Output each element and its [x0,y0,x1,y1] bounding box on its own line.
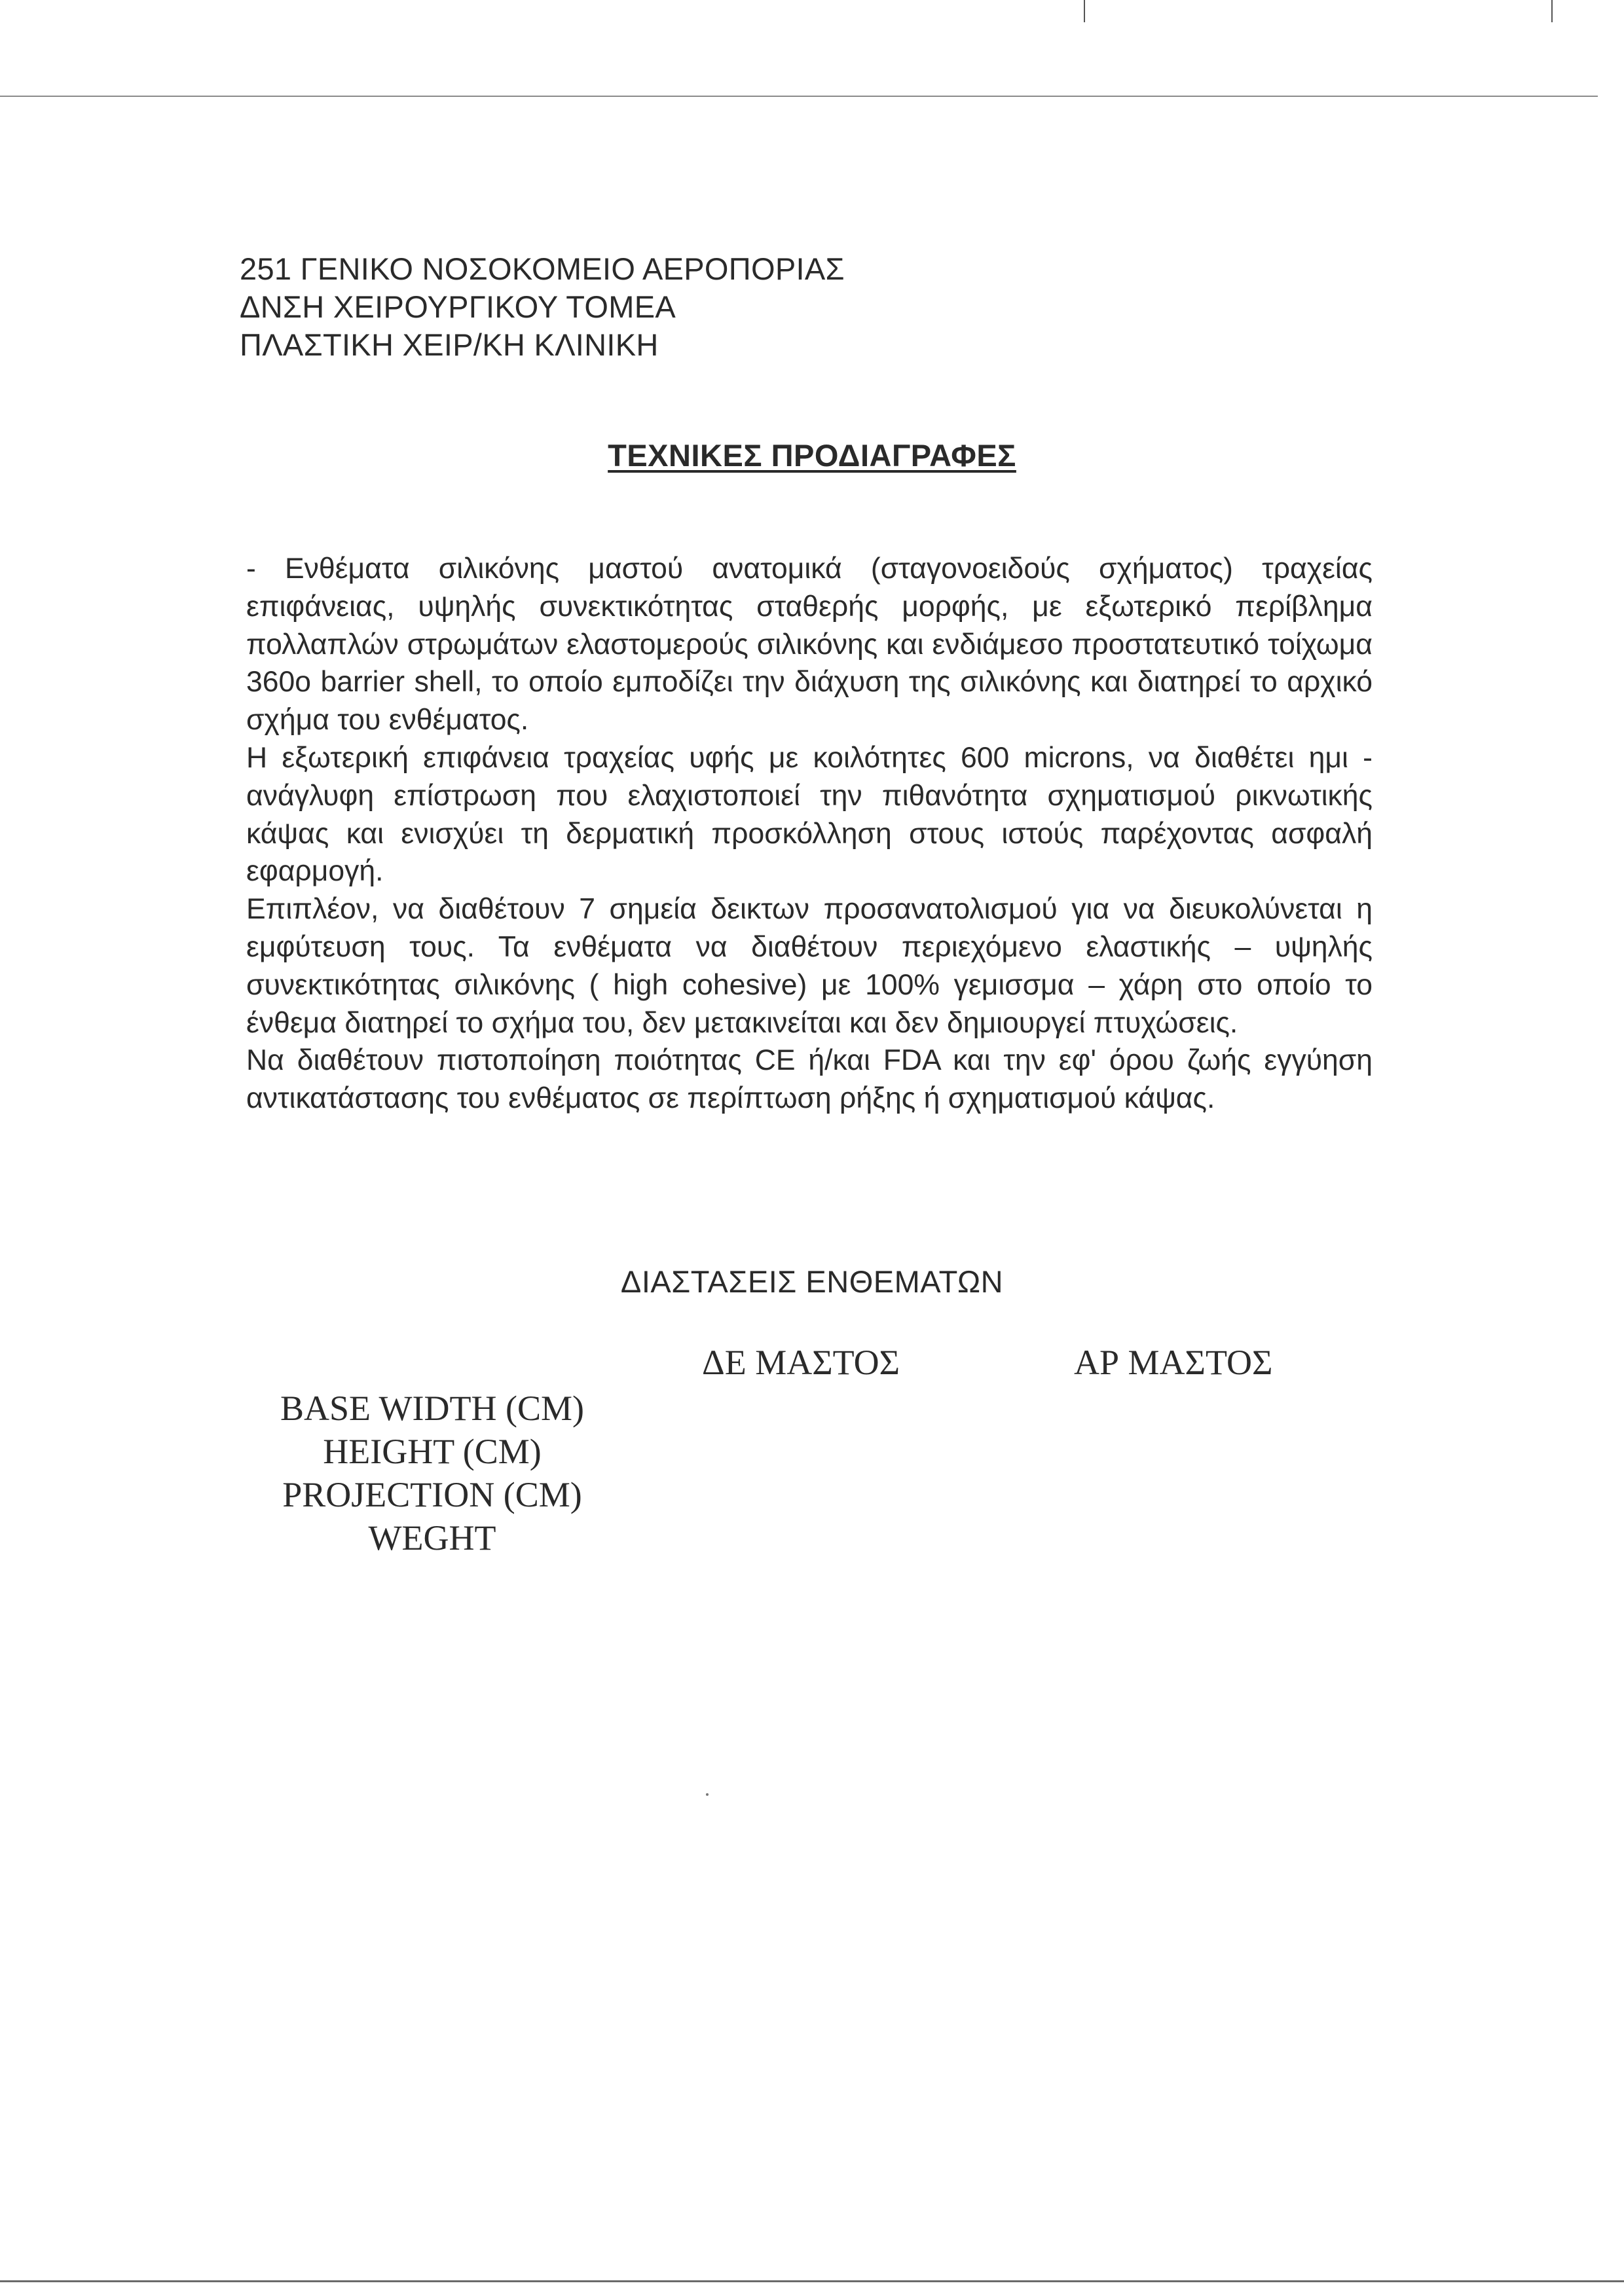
scan-speck [706,1793,709,1796]
column-right-breast: ΔΕ ΜΑΣΤΟΣ [702,1343,900,1382]
row-label-projection: PROJECTION (CM) [282,1475,582,1514]
row-label-base-width: BASE WIDTH (CM) [280,1389,584,1428]
letterhead-clinic: ΠΛΑΣΤΙΚΗ ΧΕΙΡ/ΚΗ ΚΛΙΝΙΚΗ [240,327,659,362]
scan-edge-mark [1084,0,1085,22]
spec-paragraph: Επιπλέον, να διαθέτουν 7 σημεία δεικτων προσανατολισμού για να διευκολύνεται η εμφύτευση τους. Τα ενθέματα να διαθέτουν περιεχόμενο ελαστικής – υψηλής συνεκτικότητας σιλικόνης ( high cohesive) με 100% γεμισσμα – χάρη στο οποίο το ένθεμα διατηρεί το σχήμα του, δεν μετακινείται και δεν δημιουργεί πτυχώσεις. [246,893,1373,1039]
spec-paragraph: - Ενθέματα σιλικόνης μαστού ανατομικά (σταγονοειδούς σχήματος) τραχείας επιφάνειας, υψηλής συνεκτικότητας σταθερής μορφής, με εξωτερικό περίβλημα πολλαπλών στρωμάτων ελαστομερούς σιλικόνης και ενδιάμεσο προστατευτικό τοίχωμα 360o barrier shell, το οποίο εμποδίζει την διάχυση της σιλικόνης και διατηρεί το αρχικό σχήμα του ενθέματος. [246,553,1373,737]
letterhead-directorate: ΔΝΣΗ ΧΕΙΡΟΥΡΓΙΚΟΥ ΤΟΜΕΑ [240,289,676,324]
column-left-breast: ΑΡ ΜΑΣΤΟΣ [1074,1343,1273,1382]
scan-top-border [0,96,1598,97]
dimensions-heading: ΔΙΑΣΤΑΣΕΙΣ ΕΝΘΕΜΑΤΩΝ [620,1264,1004,1299]
letterhead-hospital: 251 ΓΕΝΙΚΟ ΝΟΣΟΚΟΜΕΙΟ ΑΕΡΟΠΟΡΙΑΣ [240,251,845,286]
scan-edge-mark [1551,0,1553,22]
letterhead [240,250,845,364]
row-label-weight: WEGHT [368,1518,496,1558]
document-title: ΤΕΧΝΙΚΕΣ ΠΡΟΔΙΑΓΡΑΦΕΣ [608,438,1016,473]
spec-paragraph: Να διαθέτουν πιστοποίηση ποιότητας CE ή/και FDA και την εφ' όρου ζωής εγγύηση αντικατάστασης του ενθέματος σε περίπτωση ρήξης ή σχηματισμού κάψας. [246,1044,1373,1115]
specifications-body [246,550,1373,1118]
spec-paragraph: Η εξωτερική επιφάνεια τραχείας υφής με κοιλότητες 600 microns, να διαθέτει ημι - ανάγλυφη επίστρωση που ελαχιστοποιεί την πιθανότητα σχηματισμού ρικνωτικής κάψας και ενισχύει τη δερματική προσκόλληση στους ιστούς παρέχοντας ασφαλή εφαρμογή. [246,741,1373,888]
row-label-height: HEIGHT (CM) [323,1432,542,1471]
dimension-row-labels [249,1387,616,1559]
scan-bottom-border [0,2280,1624,2282]
